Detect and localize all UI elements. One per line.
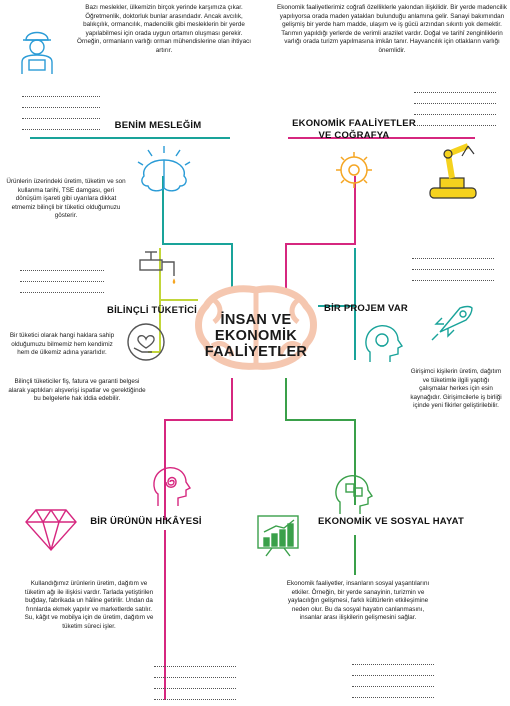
bilincli-title: BİLİNÇLİ TÜKETİCİ <box>107 305 197 316</box>
brain-idea-icon <box>138 146 190 191</box>
answer-line <box>154 677 236 678</box>
answer-line <box>412 258 494 259</box>
center-title-line2: EKONOMİK <box>214 328 298 344</box>
hikaye-title: BİR ÜRÜNÜN HİKÂYESİ <box>90 516 202 527</box>
head-spiral-icon <box>154 468 190 506</box>
answer-line <box>22 107 100 108</box>
answer-line <box>414 103 496 104</box>
answer-line <box>414 125 496 126</box>
hikaye-text: Kullandığımız ürünlerin üretim, dağıtım ve tüketim ağı ile ilişkisi vardır. Tarlada yetiştirilen buğday, fabrikada un hâline getirilir. Undan da fırınlarda ekmek yapılır ve marketlerde satılır. Su, kâğıt ve mobilya için de üretim, dağıtım ve tüketim süreci işler. <box>24 580 154 630</box>
robot-arm-icon <box>430 146 476 198</box>
growth-chart-icon <box>258 516 298 556</box>
center-title-line3: FAALİYETLER <box>204 344 308 360</box>
proje-title: BİR PROJEM VAR <box>324 303 408 314</box>
bilincli-text-mid: Bir tüketici olarak hangi haklara sahip olduğumuzu bilmemiz hem kendimiz hem de ülkemiz adına yararlıdır. <box>9 332 115 357</box>
answer-line <box>154 699 236 700</box>
answer-line <box>22 118 100 119</box>
meslegim-title: BENİM MESLEĞİM <box>114 120 202 131</box>
meslegim-text: Bazı meslekler, ülkemizin birçok yerinde karşımıza çıkar. Öğretmenlik, doktorluk bunlar arasındadır. Ancak avcılık, balıkçılık, ormancılık, madencilik gibi mesleklerin bir yerde yapılabilmesi için orada uygun ortamın oluşması gerekir. Örneğin, ormanların varlığı orman mühendislerine olan ihtiyacı artırır. <box>77 4 251 54</box>
sosyal-title: EKONOMİK VE SOSYAL HAYAT <box>318 516 464 527</box>
answer-line <box>412 280 494 281</box>
answer-line <box>352 664 434 665</box>
answer-line <box>352 686 434 687</box>
answer-line <box>20 281 104 282</box>
answer-line <box>352 675 434 676</box>
ekonomik-cografya-title-line2: VE COĞRAFYA <box>318 130 390 141</box>
head-puzzle-icon <box>336 476 372 514</box>
ekonomik-cografya-text: Ekonomik faaliyetlerimiz coğrafi özelliklerle yakından ilişkilidir. Bir yerde madencilik yapılıyorsa orada maden yatakları bulunduğu anlamına gelir. Sanayi bakımından gelişmiş bir yerde ham madde, ulaşım ve iş gücü arzından sıkıntı yok demektir. Tarımın yapıldığı yerlerde de verimli arazilet vardır. Doğal ve tarihî zenginliklerin varlığı orada turizm yapılmasına imkân tanır. Hayvancılık için otlakların varlığı önemlidir. <box>277 4 507 54</box>
bilincli-text-bottom: Bilinçli tüketiciler fiş, fatura ve garanti belgesi alarak yaptıkları alışverişi ispatlar ve gerektiğinde bu belgelerle hak iddia edebilir. <box>8 378 146 403</box>
diamond-icon <box>26 510 76 550</box>
head-bulb-icon <box>366 326 402 362</box>
answer-line <box>414 92 496 93</box>
center-title-line1: İNSAN VE <box>220 312 292 328</box>
answer-line <box>20 292 104 293</box>
answer-line <box>154 688 236 689</box>
hand-heart-icon <box>128 324 164 360</box>
answer-line <box>22 129 100 130</box>
bilincli-text-top: Ürünlerin üzerindeki üretim, tüketim ve son kullanma tarihi, TSE damgası, geri dönüşüm işareti gibi uyarılara dikkat etmemiz bilinçli bir tüketici olduğumuzu gösterir. <box>6 178 126 220</box>
answer-line <box>22 96 100 97</box>
center-title <box>200 312 312 360</box>
ekonomik-cografya-title-line1: EKONOMİK FAALİYETLER <box>292 118 416 129</box>
answer-line <box>412 269 494 270</box>
ekonomik-cografya-title <box>282 118 426 142</box>
worker-icon <box>22 33 52 75</box>
rocket-icon <box>432 307 472 341</box>
faucet-icon <box>140 252 175 283</box>
proje-text: Girişimci kişilerin üretim, dağıtım ve tüketimle ilgili yaptığı çalışmalar herkes için esin kaynağıdır. Girişimcilerle iş birliği içinde yeni fikirler geliştirilebilir. <box>410 368 502 410</box>
sosyal-text: Ekonomik faaliyetler, insanların sosyal yaşantılarını etkiler. Örneğin, bir yerde sanayinin, turizmin ve yaylacılığın gelişmesi, farklı kültürlerin etkileşimine neden olur. Bu da sosyal hayatın canlanmasını, insanlar arası ilişkilerin gelişmesini sağlar. <box>286 580 430 622</box>
answer-line <box>20 270 104 271</box>
gear-icon <box>336 152 372 188</box>
answer-line <box>414 114 496 115</box>
answer-line <box>352 697 434 698</box>
answer-line <box>154 666 236 667</box>
